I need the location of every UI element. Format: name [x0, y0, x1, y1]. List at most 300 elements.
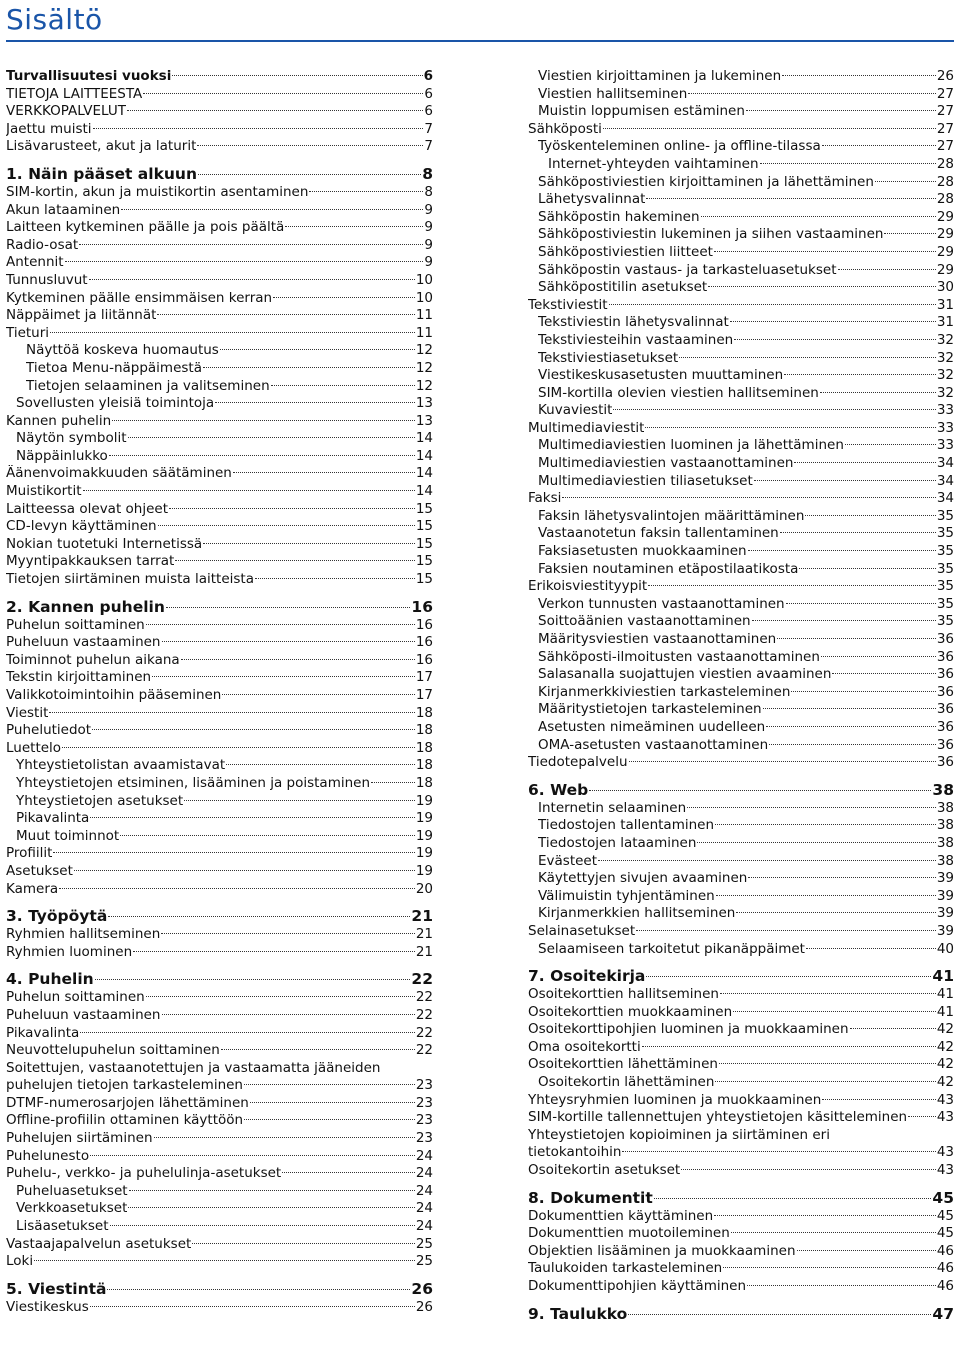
- toc-entry-title: Yhteystietojen etsiminen, lisääminen ja poistaminen: [16, 774, 371, 791]
- toc-entry[interactable]: [528, 262, 954, 280]
- toc-entry[interactable]: [6, 254, 433, 272]
- dot-leader: [172, 75, 422, 76]
- dot-leader: [794, 462, 935, 463]
- toc-page-number: 39: [936, 887, 954, 904]
- toc-entry-title: Puhelunesto: [6, 1147, 90, 1164]
- toc-page-number: 35: [936, 525, 954, 542]
- dot-leader: [791, 691, 935, 692]
- toc-entry[interactable]: [528, 490, 954, 508]
- toc-entry[interactable]: [6, 1007, 433, 1025]
- toc-column-left: [6, 68, 433, 1316]
- toc-page-number: 36: [936, 754, 954, 771]
- dot-leader: [799, 568, 935, 569]
- dot-leader: [80, 1032, 414, 1033]
- dot-leader: [169, 508, 415, 509]
- toc-entry[interactable]: [6, 634, 433, 652]
- toc-page-number: 39: [936, 905, 954, 922]
- toc-entry-title: Asetukset: [6, 862, 73, 879]
- toc-page-number: 14: [415, 483, 433, 500]
- toc-entry-title: Verkkoasetukset: [16, 1200, 128, 1217]
- toc-page-number: 28: [936, 155, 954, 172]
- toc-entry-title: Loki: [6, 1253, 34, 1270]
- toc-entry[interactable]: [528, 279, 954, 297]
- toc-entry[interactable]: [6, 740, 433, 758]
- toc-page-number: 10: [415, 271, 433, 288]
- toc-entry[interactable]: [528, 1225, 954, 1243]
- toc-entry[interactable]: [528, 853, 954, 871]
- toc-page-number: 13: [415, 412, 433, 429]
- toc-entry[interactable]: [528, 103, 954, 121]
- dot-leader: [736, 912, 936, 913]
- toc-entry[interactable]: [6, 845, 433, 863]
- toc-entry-title: Asetusten nimeäminen uudelleen: [538, 718, 766, 735]
- toc-entry[interactable]: [6, 687, 433, 705]
- toc-entry-title: 5. Viestintä: [6, 1279, 107, 1298]
- dot-leader: [161, 933, 415, 934]
- toc-entry[interactable]: [528, 800, 954, 818]
- toc-page-number: 34: [936, 472, 954, 489]
- toc-entry[interactable]: [6, 430, 433, 448]
- toc-entry-line[interactable]: Soitettujen, vastaanotettujen ja vastaamatta jääneiden: [6, 1059, 381, 1076]
- toc-entry-title: Yhteystietolistan avaamistavat: [16, 757, 226, 774]
- toc-entry-title: Käytettyjen sivujen avaaminen: [538, 870, 748, 887]
- toc-entry-title: Määritystietojen tarkasteleminen: [538, 701, 762, 718]
- toc-entry[interactable]: [528, 68, 954, 86]
- dot-leader: [90, 1306, 415, 1307]
- toc-entry[interactable]: [6, 68, 433, 86]
- dot-leader: [589, 790, 931, 791]
- toc-entry[interactable]: [6, 202, 433, 220]
- toc-entry-title: Faksien noutaminen etäpostilaatikosta: [538, 560, 799, 577]
- toc-entry-title: Offline-profiilin ottaminen käyttöön: [6, 1112, 244, 1129]
- toc-entry[interactable]: [6, 571, 433, 589]
- toc-entry[interactable]: [528, 1162, 954, 1180]
- toc-chapter[interactable]: [6, 1279, 433, 1299]
- dot-leader: [128, 437, 415, 438]
- toc-entry[interactable]: [528, 754, 954, 772]
- toc-entry[interactable]: [6, 413, 433, 431]
- toc-page-number: 17: [415, 687, 433, 703]
- toc-entry-title: Muut toiminnot: [16, 827, 120, 844]
- toc-entry-title: Vastaanotetun faksin tallentaminen: [538, 525, 779, 542]
- toc-entry[interactable]: [6, 1236, 433, 1254]
- toc-entry[interactable]: [528, 905, 954, 923]
- toc-entry[interactable]: [6, 360, 433, 378]
- toc-page-number: 40: [936, 940, 954, 957]
- toc-entry[interactable]: [528, 1243, 954, 1261]
- toc-page-number: 15: [415, 518, 433, 535]
- toc-entry-title: Määritysviestien vastaanottaminen: [538, 631, 777, 647]
- toc-page-number: 35: [936, 595, 954, 612]
- toc-entry[interactable]: [6, 722, 433, 740]
- dot-leader: [110, 1225, 415, 1226]
- toc-page-number: 27: [936, 120, 954, 137]
- toc-entry-title: Työskenteleminen online- ja offline-tilassa: [538, 138, 821, 155]
- toc-entry[interactable]: [6, 1130, 433, 1148]
- toc-entry[interactable]: [528, 420, 954, 438]
- toc-entry-title: Sähköposti-ilmoitusten vastaanottaminen: [538, 648, 820, 665]
- toc-entry-title: Akun lataaminen: [6, 201, 121, 218]
- toc-entry-title: Osoitekorttien muokkaaminen: [528, 1003, 733, 1020]
- toc-entry[interactable]: [528, 314, 954, 332]
- toc-page-number: 35: [936, 543, 954, 560]
- toc-entry[interactable]: [528, 737, 954, 755]
- toc-entry[interactable]: [528, 402, 954, 420]
- toc-entry[interactable]: [528, 888, 954, 906]
- dot-leader: [108, 916, 410, 917]
- toc-page-number: 38: [936, 852, 954, 869]
- dot-leader: [146, 624, 415, 625]
- toc-entry[interactable]: [6, 536, 433, 554]
- toc-entry-title: Tekstiviesteihin vastaaminen: [538, 331, 734, 348]
- toc-entry[interactable]: [528, 1208, 954, 1226]
- toc-entry-title: Tekstin kirjoittaminen: [6, 669, 152, 686]
- toc-entry[interactable]: [6, 184, 433, 202]
- toc-chapter[interactable]: [528, 1188, 954, 1208]
- dot-leader: [838, 269, 936, 270]
- toc-entry[interactable]: [528, 941, 954, 959]
- toc-page-number: 9: [424, 254, 433, 271]
- toc-page-number: 41: [932, 967, 954, 986]
- toc-entry[interactable]: [6, 1299, 433, 1317]
- toc-entry[interactable]: [528, 1092, 954, 1110]
- toc-entry[interactable]: [528, 1074, 954, 1092]
- toc-entry[interactable]: [528, 1260, 954, 1278]
- toc-entry[interactable]: [528, 1021, 954, 1039]
- toc-entry-title: Puhelu-, verkko- ja puhelulinja-asetukset: [6, 1165, 282, 1182]
- dot-leader: [203, 543, 415, 544]
- toc-entry[interactable]: [6, 325, 433, 343]
- dot-leader: [184, 800, 415, 801]
- toc-entry[interactable]: [6, 86, 433, 104]
- toc-entry-title: Laitteen kytkeminen päälle ja pois päältä: [6, 219, 285, 236]
- toc-entry[interactable]: [6, 828, 433, 846]
- dot-leader: [733, 1011, 936, 1012]
- toc-page-number: 36: [936, 683, 954, 700]
- toc-entry-title: Viestien kirjoittaminen ja lukeminen: [538, 68, 782, 84]
- toc-entry[interactable]: [6, 944, 433, 962]
- toc-entry[interactable]: [528, 191, 954, 209]
- dot-leader: [220, 349, 415, 350]
- toc-entry[interactable]: [528, 870, 954, 888]
- toc-page-number: 34: [936, 490, 954, 507]
- toc-entry-title: Kuvaviestit: [538, 402, 613, 419]
- toc-entry-title: 4. Puhelin: [6, 970, 94, 989]
- toc-entry[interactable]: [528, 367, 954, 385]
- toc-entry[interactable]: [528, 649, 954, 667]
- toc-page-number: 38: [936, 799, 954, 816]
- dot-leader: [763, 708, 936, 709]
- toc-page-number: 22: [415, 1024, 433, 1041]
- dot-leader: [821, 656, 936, 657]
- dot-leader: [622, 1151, 935, 1152]
- toc-column-right: [528, 68, 954, 1324]
- toc-entry[interactable]: [528, 923, 954, 941]
- toc-entry-title: Radio-osat: [6, 236, 79, 253]
- toc-entry[interactable]: [6, 617, 433, 635]
- toc-entry[interactable]: [6, 705, 433, 723]
- toc-chapter[interactable]: [528, 966, 954, 986]
- dot-leader: [233, 472, 415, 473]
- toc-page-number: 34: [936, 455, 954, 472]
- toc-entry[interactable]: [6, 1183, 433, 1201]
- toc-entry[interactable]: [528, 437, 954, 455]
- toc-entry[interactable]: [528, 508, 954, 526]
- toc-entry-title: Tietojen siirtäminen muista laitteista: [6, 571, 254, 588]
- toc-entry[interactable]: [6, 775, 433, 793]
- toc-entry[interactable]: [6, 342, 433, 360]
- toc-entry[interactable]: [528, 455, 954, 473]
- toc-entry[interactable]: [6, 501, 433, 519]
- toc-page-number: 46: [936, 1260, 954, 1277]
- toc-entry[interactable]: [528, 1056, 954, 1074]
- toc-page-number: 27: [936, 85, 954, 102]
- toc-page-number: 26: [415, 1298, 433, 1315]
- toc-chapter[interactable]: [6, 164, 433, 184]
- toc-entry[interactable]: [6, 881, 433, 899]
- dot-leader: [697, 842, 935, 843]
- toc-page-number: 6: [423, 68, 433, 84]
- toc-page-number: 43: [936, 1091, 954, 1108]
- toc-entry[interactable]: [528, 684, 954, 702]
- dot-leader: [679, 357, 936, 358]
- dot-leader: [89, 279, 415, 280]
- dot-leader: [112, 420, 415, 421]
- toc-entry[interactable]: [6, 553, 433, 571]
- toc-entry[interactable]: [6, 926, 433, 944]
- dot-leader: [226, 764, 415, 765]
- toc-entry[interactable]: [528, 156, 954, 174]
- toc-entry[interactable]: [6, 103, 433, 121]
- toc-entry[interactable]: [528, 543, 954, 561]
- toc-page-number: 19: [415, 792, 433, 809]
- dot-leader: [133, 951, 415, 952]
- toc-page-number: 16: [415, 616, 433, 633]
- toc-entry-title: 2. Kannen puhelin: [6, 597, 165, 616]
- dot-leader: [777, 638, 936, 639]
- toc-page-number: 32: [936, 349, 954, 366]
- dot-leader: [754, 480, 936, 481]
- toc-page-number: 43: [936, 1162, 954, 1179]
- toc-entry[interactable]: [528, 350, 954, 368]
- toc-entry[interactable]: [6, 1148, 433, 1166]
- toc-entry[interactable]: [6, 518, 433, 536]
- toc-entry[interactable]: [528, 1144, 954, 1162]
- toc-page-number: 17: [415, 669, 433, 686]
- toc-page-number: 36: [936, 631, 954, 647]
- toc-entry[interactable]: [528, 332, 954, 350]
- toc-page-number: 15: [415, 500, 433, 517]
- toc-entry-title: Objektien lisääminen ja muokkaaminen: [528, 1242, 796, 1259]
- dot-leader: [49, 712, 414, 713]
- dot-leader: [127, 110, 423, 111]
- toc-entry[interactable]: [528, 525, 954, 543]
- toc-entry[interactable]: [6, 810, 433, 828]
- toc-chapter[interactable]: [528, 1304, 954, 1324]
- toc-entry[interactable]: [528, 613, 954, 631]
- toc-page-number: 32: [936, 367, 954, 384]
- dot-leader: [628, 1314, 931, 1315]
- toc-entry[interactable]: [528, 297, 954, 315]
- toc-page-number: 29: [936, 261, 954, 278]
- toc-entry[interactable]: [6, 863, 433, 881]
- dot-leader: [714, 251, 936, 252]
- dot-leader: [203, 367, 415, 368]
- toc-page-number: 27: [936, 138, 954, 155]
- toc-page-number: 11: [415, 307, 433, 324]
- toc-entry[interactable]: [6, 1095, 433, 1113]
- toc-entry[interactable]: [528, 1109, 954, 1127]
- toc-entry[interactable]: [6, 1165, 433, 1183]
- toc-entry-title: Muistin loppumisen estäminen: [538, 103, 745, 120]
- toc-entry[interactable]: [6, 272, 433, 290]
- toc-entry[interactable]: [6, 290, 433, 308]
- toc-entry[interactable]: [528, 701, 954, 719]
- toc-entry[interactable]: [6, 989, 433, 1007]
- toc-entry-title: Yhteysryhmien luominen ja muokkaaminen: [528, 1091, 822, 1108]
- toc-chapter[interactable]: [6, 906, 433, 926]
- toc-entry[interactable]: [6, 121, 433, 139]
- toc-page-number: 6: [424, 103, 433, 120]
- toc-entry[interactable]: [6, 1253, 433, 1271]
- toc-entry[interactable]: [528, 244, 954, 262]
- toc-entry[interactable]: [6, 1025, 433, 1043]
- dot-leader: [832, 673, 935, 674]
- toc-entry[interactable]: [6, 793, 433, 811]
- toc-entry[interactable]: [6, 1200, 433, 1218]
- toc-entry[interactable]: [6, 483, 433, 501]
- toc-entry[interactable]: [528, 986, 954, 1004]
- toc-entry[interactable]: [528, 1039, 954, 1057]
- toc-entry[interactable]: [528, 561, 954, 579]
- toc-entry[interactable]: [528, 578, 954, 596]
- toc-page-number: 22: [415, 1042, 433, 1059]
- toc-entry[interactable]: [528, 817, 954, 835]
- dot-leader: [908, 1116, 936, 1117]
- toc-entry[interactable]: [528, 385, 954, 403]
- toc-entry[interactable]: [6, 465, 433, 483]
- dot-leader: [708, 286, 936, 287]
- toc-entry[interactable]: [528, 209, 954, 227]
- toc-entry-title: Lähetysvalinnat: [538, 191, 646, 208]
- toc-page-number: 31: [936, 314, 954, 331]
- toc-entry-title: Äänenvoimakkuuden säätäminen: [6, 465, 232, 482]
- toc-entry[interactable]: [528, 596, 954, 614]
- toc-entry-title: Osoitekorttipohjien luominen ja muokkaaminen: [528, 1021, 849, 1038]
- dot-leader: [598, 860, 936, 861]
- toc-entry-title: Välimuistin tyhjentäminen: [538, 887, 715, 904]
- toc-page-number: 45: [936, 1207, 954, 1224]
- dot-leader: [769, 744, 936, 745]
- toc-chapter[interactable]: [6, 597, 433, 617]
- toc-entry[interactable]: [6, 395, 433, 413]
- toc-page-number: 23: [415, 1077, 433, 1094]
- toc-entry[interactable]: [6, 652, 433, 670]
- toc-entry[interactable]: [6, 307, 433, 325]
- toc-page-number: 13: [415, 395, 433, 412]
- toc-entry-title: Puhelujen siirtäminen: [6, 1130, 153, 1147]
- dot-leader: [221, 1049, 415, 1050]
- toc-entry[interactable]: [6, 1112, 433, 1130]
- toc-page-number: 25: [415, 1253, 433, 1270]
- dot-leader: [884, 233, 935, 234]
- toc-entry-title: Soittoäänien vastaanottaminen: [538, 613, 751, 630]
- toc-entry[interactable]: [528, 226, 954, 244]
- toc-entry[interactable]: [528, 138, 954, 156]
- toc-entry[interactable]: [6, 1042, 433, 1060]
- toc-page-number: 32: [936, 331, 954, 348]
- dot-leader: [734, 339, 936, 340]
- toc-entry-title: Profiilit: [6, 845, 53, 862]
- toc-page-number: 24: [415, 1200, 433, 1217]
- toc-entry-title: Tietoa Menu-näppäimestä: [26, 359, 202, 376]
- toc-entry-title: Toiminnot puhelun aikana: [6, 651, 180, 668]
- toc-entry[interactable]: [528, 1278, 954, 1296]
- toc-entry[interactable]: [528, 666, 954, 684]
- toc-entry-title: TIETOJA LAITTEESTA: [6, 85, 143, 102]
- toc-entry[interactable]: [528, 631, 954, 649]
- toc-entry[interactable]: [528, 86, 954, 104]
- toc-entry[interactable]: [528, 1004, 954, 1022]
- toc-page-number: 28: [936, 173, 954, 190]
- toc-entry[interactable]: [6, 757, 433, 775]
- toc-entry[interactable]: [6, 237, 433, 255]
- dot-leader: [688, 93, 936, 94]
- toc-entry[interactable]: [6, 378, 433, 396]
- toc-entry[interactable]: [528, 719, 954, 737]
- dot-leader: [90, 817, 414, 818]
- dot-leader: [797, 1250, 936, 1251]
- toc-entry[interactable]: [6, 448, 433, 466]
- dot-leader: [731, 1232, 936, 1233]
- toc-entry-title: SIM-kortin, akun ja muistikortin asentaminen: [6, 183, 309, 200]
- dot-leader: [875, 181, 936, 182]
- toc-entry[interactable]: [528, 835, 954, 853]
- toc-page-number: 21: [415, 943, 433, 960]
- toc-entry-title: Viestikeskus: [6, 1298, 89, 1315]
- toc-entry-title: Puheluun vastaaminen: [6, 1006, 161, 1023]
- toc-entry[interactable]: [6, 1077, 433, 1095]
- toc-entry-title: OMA-asetusten vastaanottaminen: [538, 736, 769, 753]
- dot-leader: [371, 782, 415, 783]
- toc-entry[interactable]: [6, 138, 433, 156]
- toc-entry-title: Sähköpostiviestien kirjoittaminen ja lähettäminen: [538, 173, 874, 190]
- dot-leader: [636, 930, 936, 931]
- toc-page-number: 36: [936, 701, 954, 718]
- toc-entry-title: Tiedostojen tallentaminen: [538, 817, 715, 834]
- toc-chapter[interactable]: [6, 969, 433, 989]
- toc-entry[interactable]: [528, 121, 954, 139]
- toc-entry-title: Laitteessa olevat ohjeet: [6, 500, 169, 517]
- toc-entry[interactable]: [6, 219, 433, 237]
- toc-entry-title: Myyntipakkauksen tarrat: [6, 553, 175, 570]
- toc-entry-title: Taulukoiden tarkasteleminen: [528, 1260, 723, 1277]
- toc-entry[interactable]: [6, 669, 433, 687]
- toc-entry-title: Tunnusluvut: [6, 271, 88, 288]
- toc-entry[interactable]: [528, 174, 954, 192]
- toc-entry[interactable]: [6, 1218, 433, 1236]
- toc-chapter[interactable]: [528, 780, 954, 800]
- toc-page-number: 38: [936, 817, 954, 834]
- toc-entry-title: Sähköposti: [528, 120, 602, 137]
- dot-leader: [730, 321, 936, 322]
- toc-entry-title: Puhelutiedot: [6, 722, 92, 739]
- toc-page-number: 10: [415, 289, 433, 306]
- toc-entry-line[interactable]: Yhteystietojen kopioiminen ja siirtäminen eri: [528, 1126, 830, 1143]
- toc-page-number: 9: [424, 236, 433, 253]
- toc-entry[interactable]: [528, 473, 954, 491]
- toc-entry-title: Sähköpostiviestin lukeminen ja siihen vastaaminen: [538, 226, 884, 243]
